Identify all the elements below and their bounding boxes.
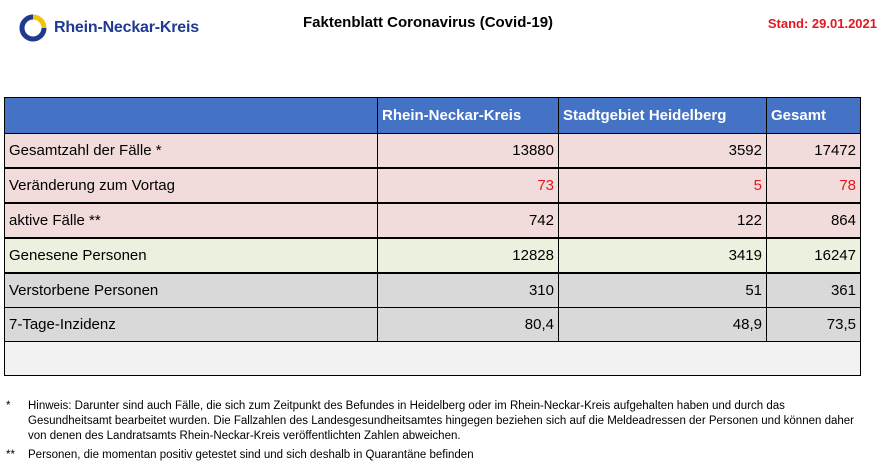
facts-table-container (4, 97, 860, 376)
table-row (5, 168, 861, 203)
row-label: Veränderung zum Vortag (5, 168, 378, 203)
logo-ring-icon (18, 13, 48, 43)
cell-heidelberg: 3592 (559, 134, 767, 169)
header-cell-heidelberg: Stadtgebiet Heidelberg (559, 98, 767, 134)
footnote-text: Personen, die momentan positiv getestet sind und sich deshalb in Quarantäne befinden (28, 449, 474, 461)
row-label: 7-Tage-Inzidenz (5, 308, 378, 342)
cell-heidelberg: 51 (559, 273, 767, 308)
stand-date: Stand: 29.01.2021 (767, 16, 877, 31)
logo-text: Rhein-Neckar-Kreis (54, 19, 199, 36)
facts-table (4, 97, 861, 376)
footnote (6, 448, 856, 463)
cell-heidelberg: 122 (559, 203, 767, 238)
page-header (0, 0, 893, 60)
footnote-text: Hinweis: Darunter sind auch Fälle, die sich zum Zeitpunkt des Befundes in Heidelberg oder im Rhein-Neckar-Kreis aufgehalten haben und durch das Gesundheitsamt bearbeitet wurden. Die Fallzahlen des Landesgesundheitsamtes hingegen beziehen sich auf die Meldeadressen der Personen und können daher von denen des Landratsamts Rhein-Neckar-Kreis veröffentlichten Zahlen abweichen. (28, 400, 854, 442)
cell-rnk: 80,4 (378, 308, 559, 342)
table-header-row (5, 98, 861, 134)
cell-heidelberg: 48,9 (559, 308, 767, 342)
header-cell-rnk: Rhein-Neckar-Kreis (378, 98, 559, 134)
footnote (6, 399, 856, 444)
footnote-mark: ** (6, 449, 15, 461)
row-label: Genesene Personen (5, 238, 378, 273)
row-label: Verstorbene Personen (5, 273, 378, 308)
cell-heidelberg: 5 (559, 168, 767, 203)
cell-rnk: 742 (378, 203, 559, 238)
cell-total: 16247 (767, 238, 861, 273)
table-row (5, 238, 861, 273)
table-row (5, 203, 861, 238)
cell-rnk: 12828 (378, 238, 559, 273)
cell-total: 73,5 (767, 308, 861, 342)
cell-heidelberg: 3419 (559, 238, 767, 273)
table-row (5, 308, 861, 342)
table-empty-row (5, 342, 861, 376)
footnotes (6, 399, 856, 467)
footnote-mark: * (6, 400, 11, 412)
cell-rnk: 13880 (378, 134, 559, 169)
header-cell-total: Gesamt (767, 98, 861, 134)
cell-rnk: 73 (378, 168, 559, 203)
row-label: Gesamtzahl der Fälle * (5, 134, 378, 169)
page-title: Faktenblatt Coronavirus (Covid-19) (303, 14, 554, 31)
empty-cell (5, 342, 861, 376)
table-row (5, 134, 861, 169)
logo (18, 13, 199, 43)
header-cell-empty (5, 98, 378, 134)
cell-total: 78 (767, 168, 861, 203)
cell-total: 361 (767, 273, 861, 308)
cell-rnk: 310 (378, 273, 559, 308)
cell-total: 864 (767, 203, 861, 238)
row-label: aktive Fälle ** (5, 203, 378, 238)
table-row (5, 273, 861, 308)
cell-total: 17472 (767, 134, 861, 169)
